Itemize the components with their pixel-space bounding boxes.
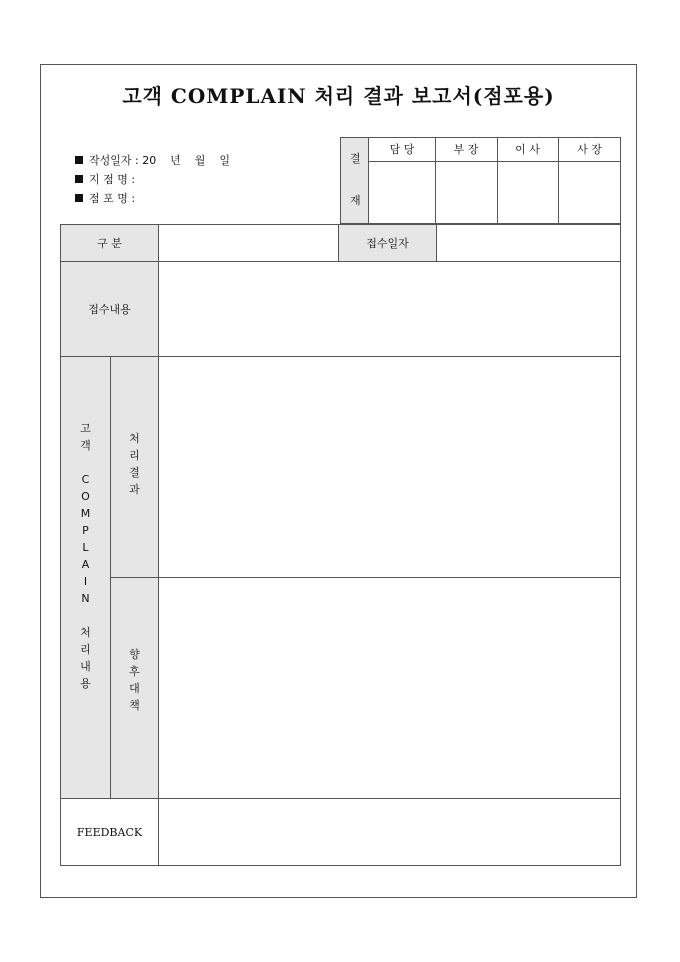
date-value[interactable]: 20 년 월 일 — [142, 154, 231, 167]
complain-section-label-char: C — [81, 473, 90, 486]
plan-label-char: 책 — [129, 699, 140, 712]
feedback-input[interactable] — [158, 798, 621, 866]
approval-col-dept-head: 부 장 — [453, 143, 479, 156]
complain-section-label-char: M — [80, 507, 91, 520]
complain-section-label-char — [60, 454, 111, 471]
plan-input[interactable] — [158, 577, 621, 799]
complain-section-label-char: 리 — [80, 643, 91, 656]
approval-col-director: 이 사 — [515, 143, 540, 156]
receipt-content-label-cell: 접수내용 — [60, 261, 159, 357]
square-bullet-icon — [75, 175, 83, 183]
complain-section-label — [60, 420, 111, 692]
result-label-char: 처 — [129, 432, 140, 445]
complain-section-label-char: 객 — [80, 439, 91, 452]
complain-section-label-char: P — [82, 524, 89, 537]
store-label: 점 포 명 : — [89, 192, 136, 205]
complain-section-label-char: N — [81, 592, 90, 605]
complain-section-label-char: O — [81, 490, 90, 503]
category-input[interactable] — [158, 224, 339, 262]
result-label-char: 과 — [129, 483, 140, 496]
plan-label — [110, 646, 159, 714]
complain-section-label-char: 용 — [80, 677, 91, 690]
receipt-content-input[interactable] — [158, 261, 621, 357]
region-line — [75, 171, 135, 187]
complain-section-label-char: 처 — [80, 626, 91, 639]
square-bullet-icon — [75, 194, 83, 202]
approval-side-bottom: 재 — [350, 194, 361, 207]
complain-section-label-char: L — [82, 541, 89, 554]
approval-side-top: 결 — [350, 152, 361, 165]
result-input[interactable] — [158, 356, 621, 578]
result-label-char: 결 — [129, 466, 140, 479]
plan-label-char: 대 — [129, 682, 140, 695]
result-label-char: 리 — [129, 449, 140, 462]
complain-section-label-char: 고 — [80, 422, 91, 435]
complain-section-label-char — [60, 607, 111, 624]
feedback-label-cell: FEEDBACK — [60, 798, 159, 866]
plan-label-char: 후 — [129, 665, 140, 678]
complain-section-label-char: 내 — [80, 660, 91, 673]
plan-label-char: 향 — [129, 648, 140, 661]
region-label: 지 점 명 : — [89, 173, 136, 186]
report-title: 고객 COMPLAIN 처리 결과 보고서(점포용) — [122, 84, 555, 108]
store-line — [75, 190, 135, 206]
complain-section-label-char: A — [81, 558, 90, 571]
result-label — [110, 430, 159, 498]
approval-col-ceo: 사 장 — [577, 143, 602, 156]
approval-col-manager: 담 당 — [389, 143, 415, 156]
date-line — [75, 152, 230, 168]
category-label-cell: 구 분 — [60, 224, 159, 262]
complain-section-label-char: I — [83, 575, 88, 588]
receipt-date-label-cell: 접수일자 — [338, 224, 437, 262]
date-label: 작성일자 : — [89, 154, 143, 167]
square-bullet-icon — [75, 156, 83, 164]
receipt-date-input[interactable] — [436, 224, 621, 262]
